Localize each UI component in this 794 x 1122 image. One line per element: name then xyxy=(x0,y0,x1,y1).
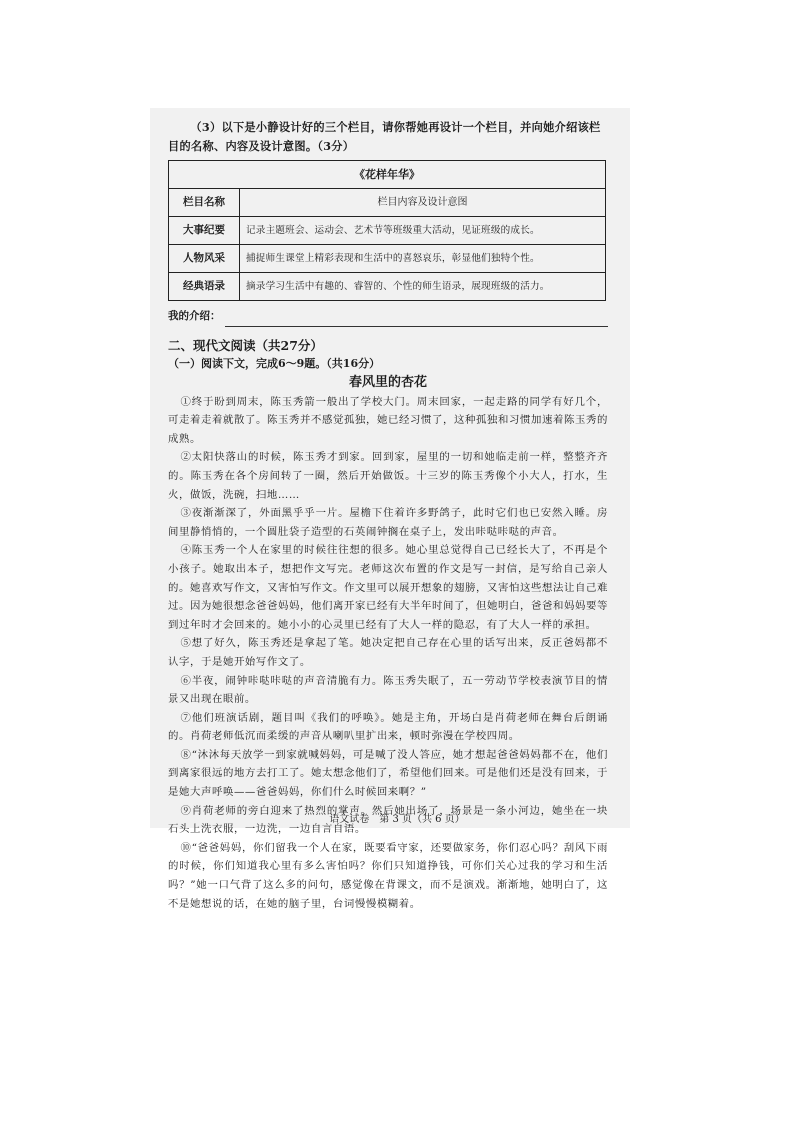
row-desc: 摘录学习生活中有趣的、睿智的、个性的师生语录，展现班级的活力。 xyxy=(240,273,606,301)
subsection-heading: （一）阅读下文，完成6～9题。（共16分） xyxy=(168,356,381,370)
table-title: 《花样年华》 xyxy=(169,161,606,189)
row-name: 经典语录 xyxy=(169,273,240,301)
paragraph: ⑥半夜，闹钟咔哒咔哒的声音清脆有力。陈玉秀失眠了，五一劳动节学校表演节目的情景又出现在眼前。 xyxy=(168,674,608,706)
paragraph: ⑧“沐沐每天放学一到家就喊妈妈，可是喊了没人答应，她才想起爸爸妈妈都不在，他们到离家很远的地方去打工了。她太想念他们了，希望他们回来。可是他们还是没有回来，于是她大声呼唤——爸爸妈妈，你们什么时候回来啊？” xyxy=(168,748,608,799)
paragraph: ⑨肖荷老师的旁白迎来了热烈的掌声。然后她出场了，场景是一条小河边，她坐在一块石头上洗衣服，一边洗，一边自言自语。 xyxy=(168,804,608,836)
page-footer: 语文试卷 第 3 页（共 6 页） xyxy=(329,814,465,825)
row-name: 人物风采 xyxy=(169,245,240,273)
answer-line[interactable] xyxy=(225,314,609,327)
section-heading: 二、现代文阅读（共27分） xyxy=(168,337,323,353)
table-row xyxy=(169,217,606,245)
question-3: （3）以下是小静设计好的三个栏目，请你帮她再设计一个栏目，并向她介绍该栏目的名称、内容及设计意图。（3分） xyxy=(168,120,601,154)
column-table xyxy=(168,160,606,301)
paragraph: ③夜渐渐深了，外面黑乎乎一片。屋檐下住着许多野鸽子，此时它们也已安然入睡。房间里静悄悄的，一个圆肚袋子造型的石英闹钟搁在桌子上，发出咔哒咔哒的声音。 xyxy=(168,507,608,538)
story-title: 春风里的杏花 xyxy=(348,374,427,390)
header-column-name: 栏目名称 xyxy=(169,189,240,217)
paragraph: ①终于盼到周末，陈玉秀箭一般出了学校大门。周末回家，一起走路的同学有好几个，可走着走着就散了。陈玉秀并不感觉孤独，她已经习惯了，这种孤独和习惯加速着陈玉秀的成熟。 xyxy=(168,395,608,445)
table-row xyxy=(169,245,606,273)
header-column-desc: 栏目内容及设计意图 xyxy=(240,189,606,217)
my-intro-label: 我的介绍： xyxy=(168,310,221,323)
paragraph: ⑦他们班演话剧，题目叫《我们的呼唤》。她是主角，开场白是肖荷老师在舞台后朗诵的。肖荷老师低沉而柔缓的声音从喇叭里扩出来，顿时弥漫在学校四周。 xyxy=(168,711,608,743)
paragraph: ⑩“爸爸妈妈，你们留我一个人在家，既要看守家，还要做家务，你们忍心吗？刮风下雨的时候，你们知道我心里有多么害怕吗？你们只知道挣钱，可你们关心过我的学习和生活吗？”她一口气背了这么多的问句，感觉像在背课文，而不是演戏。渐渐地，她明白了，这不是她想说的话，在她的脑子里，台词慢慢模糊着。 xyxy=(168,841,608,910)
exam-content xyxy=(168,118,608,913)
row-desc: 记录主题班会、运动会、艺术节等班级重大活动，见证班级的成长。 xyxy=(240,217,606,245)
my-intro-row xyxy=(168,307,608,326)
paragraph: ④陈玉秀一个人在家里的时候往往想的很多。她心里总觉得自己已经长大了，不再是个小孩子。她取出本子，想把作文写完。老师这次布置的作文是写一封信，是写给自己亲人的。她喜欢写作文，又害怕写作文。作文里可以展开想象的翅膀，又害怕这些想法让自己难过。因为她很想念爸爸妈妈，他们离开家已经有大半年时间了，但她明白，爸爸和妈妈要等到过年时才会回来的。她小小的心灵里已经有了大人一样的隐忍，有了大人一样的承担。 xyxy=(168,544,608,631)
table-row xyxy=(169,273,606,301)
row-desc: 捕捉师生课堂上精彩表现和生活中的喜怒哀乐，彰显他们独特个性。 xyxy=(240,245,606,273)
row-name: 大事纪要 xyxy=(169,217,240,245)
paragraph: ②太阳快落山的时候，陈玉秀才到家。回到家，屋里的一切和她临走前一样，整整齐齐的。陈玉秀在各个房间转了一圈，然后开始做饭。十三岁的陈玉秀像个小大人，打水，生火，做饭，洗碗，扫地…… xyxy=(168,451,608,501)
paragraph: ⑤想了好久，陈玉秀还是拿起了笔。她决定把自己存在心里的话写出来，反正爸妈都不认字，于是她开始写作文了。 xyxy=(168,637,608,668)
